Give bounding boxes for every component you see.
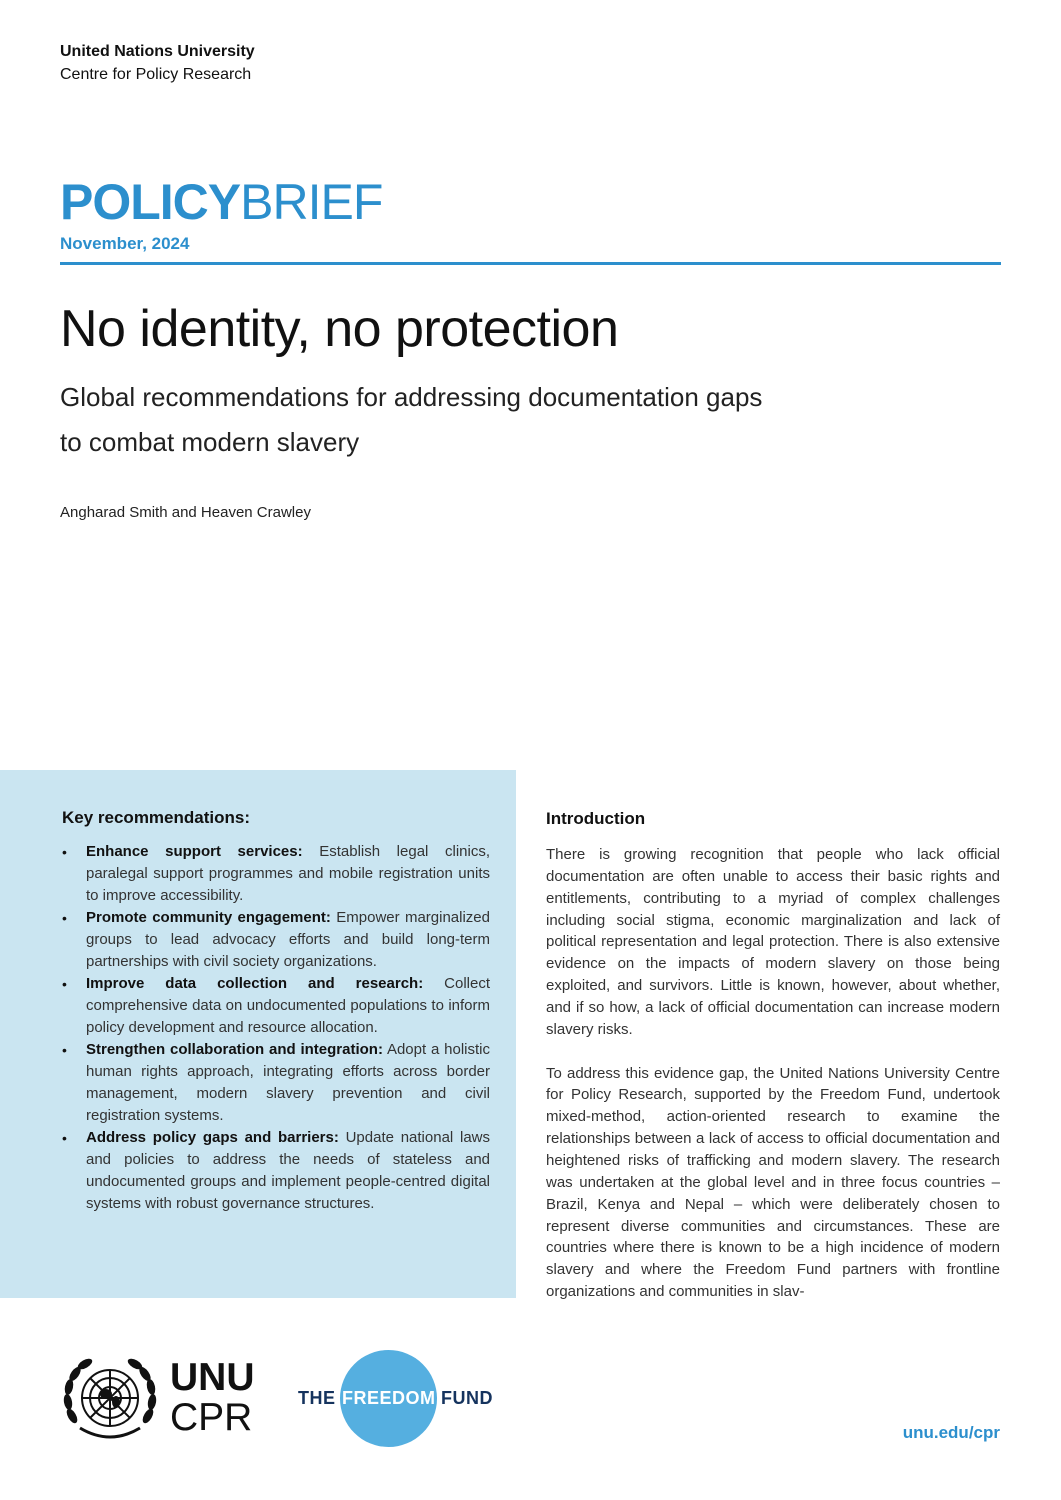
website-link[interactable]: unu.edu/cpr: [902, 1423, 1000, 1442]
unu-cpr-logo: [170, 1358, 255, 1438]
recommendation-text: Update national laws and policies to address the needs of stateless and undocumented groups and implement people-centred digital systems with robust governance structures.: [86, 1129, 490, 1212]
key-recommendations-heading: Key recommendations:: [62, 808, 250, 827]
org-centre: Centre for Policy Research: [60, 66, 252, 83]
introduction-paragraph: To address this evidence gap, the United Nations University Centre for Policy Research, supported by the Freedom Fund, undertook mixed-method, action-oriented research to examine the relationships between a lack of access to official documentation and heightened risks of trafficking and modern slavery. The research was undertaken at the global level and in three focus countries – Brazil, Kenya and Nepal – which were deliberately chosen to represent diverse communities and circumstances. These are countries where there is known to be a high incidence of modern slavery and where the Freedom Fund partners with frontline organizations and communities in slav-: [546, 1064, 1000, 1301]
ff-the-text: THE: [298, 1388, 336, 1408]
series-label: [60, 172, 382, 232]
introduction-section: [546, 808, 1000, 1325]
recommendation-label: Enhance support services:: [86, 843, 303, 860]
introduction-heading: Introduction: [546, 809, 646, 828]
organization-header: [60, 40, 255, 86]
introduction-paragraph: There is growing recognition that people who lack official documentation are often unable to access their basic rights and entitlements, contributing to a myriad of complex challenges including social stigma, economic marginalization and lack of political representation and legal protection. There is also extensive evidence on the impacts of modern slavery on those being exploited, and survivors. Little is known, however, about whether, and if so how, a lack of official documentation can increase modern slavery risks.: [546, 846, 1000, 1038]
recommendation-label: Address policy gaps and barriers:: [86, 1129, 339, 1146]
recommendation-item: [62, 907, 490, 973]
org-name: United Nations University: [60, 43, 255, 60]
ff-freedom-text: FREEDOM: [342, 1388, 436, 1408]
recommendation-text: Establish legal clinics, paralegal support programmes and mobile registration units to improve accessibility.: [86, 843, 490, 904]
recommendation-item: [62, 973, 490, 1039]
recommendation-text: Collect comprehensive data on undocumented populations to inform policy development and resource allocation.: [86, 975, 490, 1036]
recommendations-list: [62, 841, 490, 1215]
authors: Angharad Smith and Heaven Crawley: [60, 504, 311, 521]
page-title: No identity, no protection: [60, 300, 619, 358]
un-emblem-icon: [60, 1356, 160, 1446]
recommendation-label: Promote community engagement:: [86, 909, 331, 926]
series-label-bold: POLICY: [60, 174, 241, 230]
ff-fund-text: FUND: [441, 1388, 493, 1408]
series-label-light: BRIEF: [240, 174, 383, 230]
recommendation-item: [62, 1127, 490, 1215]
header-divider: [60, 262, 1001, 265]
page-subtitle: [60, 375, 960, 465]
recommendation-label: Strengthen collaboration and integration:: [86, 1041, 383, 1058]
recommendation-label: Improve data collection and research:: [86, 975, 424, 992]
publication-date: November, 2024: [60, 234, 190, 253]
recommendation-item: [62, 1039, 490, 1127]
recommendation-item: [62, 841, 490, 907]
freedom-fund-logo: [298, 1350, 498, 1448]
unu-logo-text: UNU: [170, 1356, 255, 1399]
cpr-logo-text: CPR: [170, 1396, 253, 1439]
subtitle-line-1: Global recommendations for addressing documentation gaps: [60, 382, 763, 412]
subtitle-line-2: to combat modern slavery: [60, 427, 360, 457]
recommendation-text: Empower marginalized groups to lead advocacy efforts and build long-term partnerships with civil society organizations.: [86, 909, 490, 970]
key-recommendations-panel: [0, 770, 516, 1298]
recommendation-text: Adopt a holistic human rights approach, integrating efforts across border management, modern slavery prevention and civil registration systems.: [86, 1041, 490, 1124]
